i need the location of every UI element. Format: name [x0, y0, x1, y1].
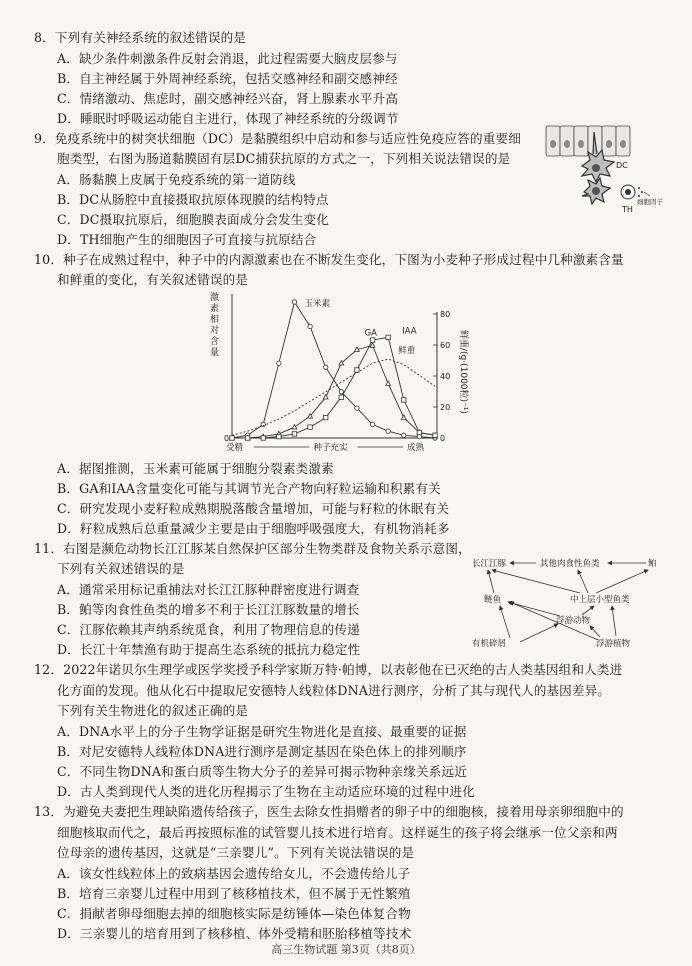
point-square: [386, 335, 390, 339]
point-square: [308, 425, 312, 429]
ylabel-char: 量: [210, 348, 220, 358]
x-label-2: 成熟: [407, 443, 425, 453]
q11-option-a: A．通常采用标记重捕法对长江江豚种群密度进行调查: [57, 582, 360, 597]
chart-ylabel: [210, 291, 219, 358]
y2-tick-label: 60: [440, 341, 451, 350]
q10-option-a: A．据图推测，玉米素可能属于细胞分裂素类激素: [57, 461, 334, 476]
y2-tick-label: 80: [440, 310, 451, 319]
point-circle: [355, 406, 359, 410]
point-square: [433, 433, 437, 437]
point-square: [417, 430, 421, 434]
q12-option-b: B．对尼安德特人线粒体DNA进行测序是测定基因在染色体上的排列顺序: [57, 744, 467, 759]
y2-tick-label: 0: [440, 434, 446, 443]
q12-stem-line3: 下列有关生物进化的叙述正确的是: [57, 703, 249, 718]
point-square: [230, 436, 234, 440]
food-web-figure: [470, 554, 670, 654]
q8-option-d: D．睡眠时呼吸运动能自主进行，体现了神经系统的分级调节: [57, 111, 399, 126]
point-circle: [292, 300, 296, 304]
q11-stem-line1: 11．右图是濒危动物长江江豚某自然保护区部分生物类群及食物关系示意图，: [34, 541, 471, 556]
chart-y2label: 鲜重/(g·(1000粒)⁻¹): [458, 330, 468, 414]
hormone-chart: [190, 290, 490, 458]
ylabel-char: 素: [210, 304, 220, 314]
node-fuyouzhiwu: 浮游植物: [596, 639, 631, 649]
q12-option-c: C．不同生物DNA和蛋白质等生物大分子的差异可揭示物种亲缘关系远近: [57, 764, 468, 779]
q11-option-d: D．长江十年禁渔有助于提高生态系统的抵抗力稳定性: [57, 642, 361, 657]
q8-option-c: C．情绪激动、焦虑时，副交感神经兴奋，肾上腺素水平升高: [57, 91, 399, 106]
q12-stem-line1: 12．2022年诺贝尔生理学或医学奖授予科学家斯万特·帕博，以表彰他在已灭绝的古人类基因组和人类进: [34, 662, 623, 677]
ylabel-char: 含: [210, 337, 220, 347]
x-label-0: 受精: [226, 443, 244, 453]
q9-option-d: D．TH细胞产生的细胞因子可直接与抗原结合: [57, 232, 317, 247]
q8-stem: 8．下列有关神经系统的叙述错误的是: [34, 30, 247, 45]
ylabel-char: 对: [210, 326, 220, 336]
q13-option-b: B．培育三亲婴儿过程中用到了核移植技术，但不属于无性繁殖: [57, 886, 411, 901]
q13-option-c: C．捐献者卵母细胞去掉的细胞核实际是纺锤体—染色体复合物: [57, 906, 411, 921]
page-footer: 高三生物试题 第3页（共8页）: [271, 943, 421, 956]
ylabel-char: 相: [210, 315, 220, 325]
point-square: [292, 432, 296, 436]
point-circle: [339, 390, 343, 394]
q11-option-b: B．鲌等肉食性鱼类的增多不利于长江江豚数量的增长: [57, 602, 360, 617]
q9-stem-line1: 9．免疫系统中的树突状细胞（DC）是黏膜组织中启动和参与适应性免疫应答的重要细: [34, 131, 521, 146]
point-circle: [402, 433, 406, 437]
q13-option-d: D．三亲婴儿的培育用到了核移植、体外受精和胚胎移植等技术: [57, 926, 412, 941]
node-zhongshang: 中上层小型鱼类: [570, 595, 630, 605]
q10-option-b: B．GA和IAA含量变化可能与其调节光合产物向籽粒运输和积累有关: [57, 481, 441, 496]
q10-stem-line2: 和鲜重的变化，有关叙述错误的是: [57, 272, 249, 287]
node-fuyoudongwu: 浮游动物: [556, 616, 591, 626]
y2-tick-label: 20: [440, 403, 451, 412]
point-triangle: [386, 381, 391, 385]
x-label-1: 种子充实: [313, 443, 348, 453]
q9-option-c: C．DC摄取抗原后，细胞膜表面成分会发生变化: [57, 212, 329, 227]
q12-option-a: A．DNA水平上的分子生物学证据是研究生物进化是直接、最重要的证据: [57, 724, 467, 739]
series-label-2: IAA: [402, 326, 417, 337]
dc-antigen-figure: [544, 124, 666, 220]
q9-option-b: B．DC从肠腔中直接摄取抗原体现膜的结构特点: [57, 192, 329, 207]
node-jiangtun: 长江江豚: [472, 559, 507, 569]
q10-option-c: C．研究发现小麦籽粒成熟期脱落酸含量增加，可能与籽粒的休眠有关: [57, 501, 450, 516]
point-triangle: [401, 415, 406, 419]
cytokine-label: 细胞因子: [637, 198, 663, 206]
point-square: [245, 436, 249, 440]
q11-option-c: C．江豚依赖其声纳系统觅食，利用了物理信息的传递: [57, 622, 360, 637]
q13-stem-line1: 13．为避免夫妻把生理缺陷遗传给孩子，医生去除女性捐赠者的卵子中的细胞核，接着用母亲卵细胞中的: [34, 804, 624, 819]
point-square: [277, 434, 281, 438]
point-triangle: [292, 425, 297, 429]
node-suixie: 有机碎屑: [472, 639, 507, 649]
ylabel-char: 激: [210, 293, 220, 303]
q10-stem-line1: 10．种子在成熟过程中，种子中的内源激素也在不断发生变化，下图为小麦种子形成过程中几种激素含量: [34, 252, 624, 267]
point-circle: [386, 429, 390, 433]
node-bo: 鲌: [648, 559, 657, 569]
q13-stem-line2: 细胞核取而代之，最后再按照标准的试管婴儿技术进行培育。这样诞生的孩子将会继承一位父亲和两: [57, 825, 618, 840]
point-square: [370, 338, 374, 342]
point-square: [261, 436, 265, 440]
point-triangle: [323, 395, 328, 399]
point-circle: [308, 324, 312, 328]
point-circle: [277, 361, 281, 365]
q10-option-d: D．籽粒成熟后总重量减少主要是由于细胞呼吸强度大，有机物消耗多: [57, 521, 450, 536]
point-square: [339, 395, 343, 399]
q8-option-a: A．缺少条件刺激条件反射会消退，此过程需要大脑皮层参与: [57, 51, 398, 66]
point-square: [355, 368, 359, 372]
point-square: [402, 398, 406, 402]
q9-stem-line2: 胞类型，右图为肠道黏膜固有层DC捕获抗原的方式之一，下列相关说法错误的是: [57, 151, 511, 166]
q9-option-a: A．肠黏膜上皮属于免疫系统的第一道防线: [57, 172, 296, 187]
y-zero-tick: 0: [224, 434, 230, 443]
node-lianyu: 鲢鱼: [484, 595, 502, 605]
series-label-3: 鲜重: [398, 346, 416, 357]
series-label-0: 玉米素: [304, 299, 330, 309]
q12-option-d: D．古人类到现代人类的进化历程揭示了生物在主动适应环境的过程中进化: [57, 784, 476, 799]
series-label-1: GA: [364, 328, 377, 339]
y2-tick-label: 40: [440, 372, 451, 381]
q8-option-b: B．自主神经属于外周神经系统，包括交感神经和副交感神经: [57, 71, 398, 86]
q13-stem-line3: 位母亲的遗传基因，这就是“三亲婴儿”。下列有关说法错误的是: [57, 845, 415, 860]
q13-option-a: A．该女性线粒体上的致病基因会遗传给女儿，不会遗传给儿子: [57, 866, 411, 881]
node-rouyu: 其他肉食性鱼类: [540, 559, 600, 569]
point-circle: [370, 422, 374, 426]
point-square: [323, 415, 327, 419]
th-label: TH: [622, 205, 633, 214]
q12-stem-line2: 化方面的发现。他从化石中提取尼安德特人线粒体DNA进行测序，分析了其与现代人的基因差异。: [57, 683, 611, 698]
dc-label: DC: [616, 161, 628, 170]
point-circle: [323, 365, 327, 369]
q11-stem-line2: 下列有关叙述错误的是: [57, 561, 185, 576]
